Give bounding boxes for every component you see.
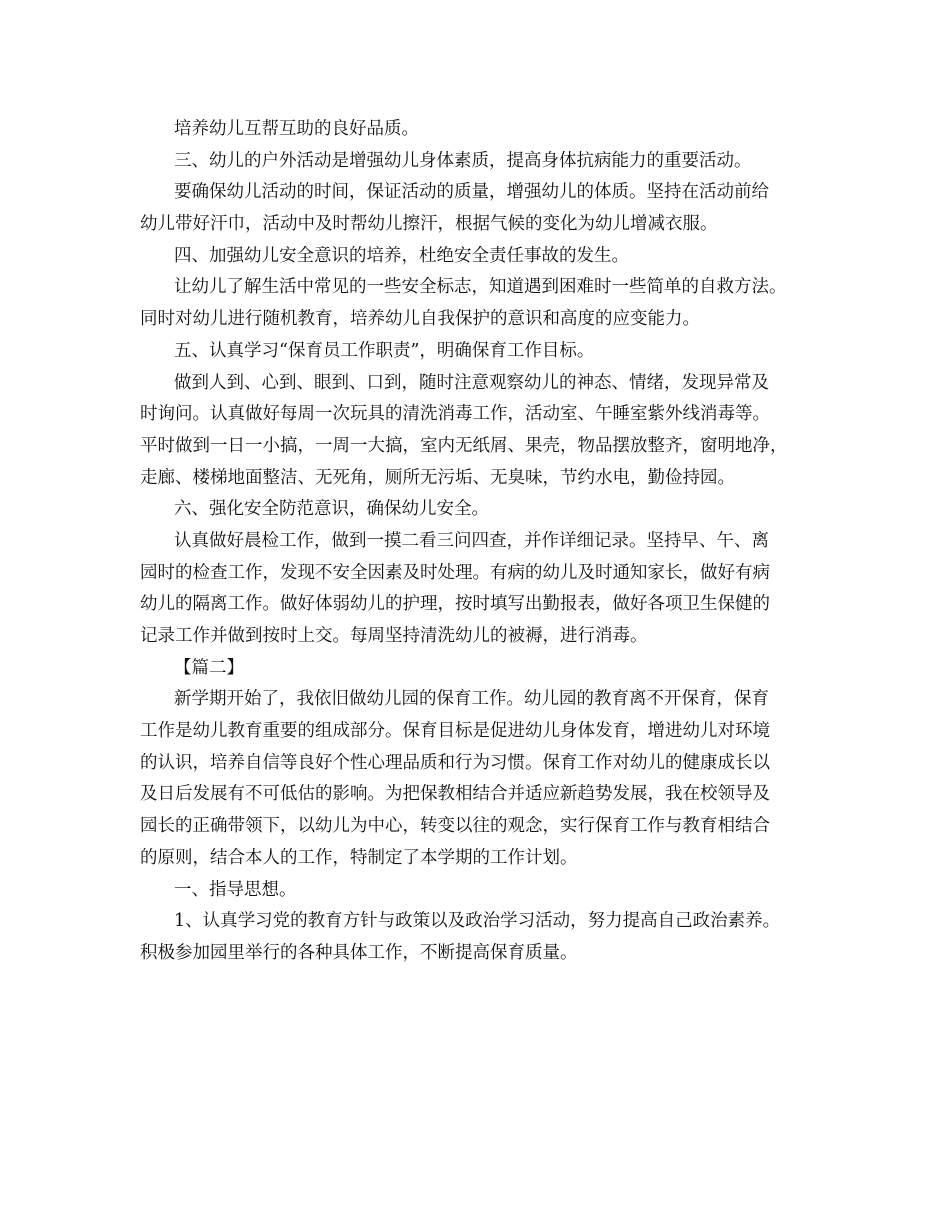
text-line: 1、认真学习党的教育方针与政策以及政治学习活动，努力提高自己政治素养。	[174, 911, 781, 932]
text-line: 工作是幼儿教育重要的组成部分。保育目标是促进幼儿身体发育，增进幼儿对环境	[140, 721, 770, 742]
document-body	[140, 114, 820, 970]
text-line: 三、幼儿的户外活动是增强幼儿身体素质，提高身体抗病能力的重要活动。	[174, 150, 752, 171]
text-line: 的原则，结合本人的工作，特制定了本学期的工作计划。	[140, 847, 578, 868]
text-line: 一、指导思想。	[174, 879, 297, 900]
text-line: 幼儿的隔离工作。做好体弱幼儿的护理，按时填写出勤报表，做好各项卫生保健的	[140, 594, 770, 615]
text-line: 园时的检查工作，发现不安全因素及时处理。有病的幼儿及时通知家长，做好有病	[140, 562, 770, 583]
text-line: 让幼儿了解生活中常见的一些安全标志，知道遇到困难时一些简单的自救方法。	[174, 277, 787, 298]
text-line: 记录工作并做到按时上交。每周坚持清洗幼儿的被褥，进行消毒。	[140, 626, 648, 646]
text-line: 做到人到、心到、眼到、口到，随时注意观察幼儿的神态、情绪，发现异常及	[174, 372, 769, 393]
text-line: 同时对幼儿进行随机教育，培养幼儿自我保护的意识和高度的应变能力。	[140, 309, 700, 330]
text-line: 六、强化安全防范意识，确保幼儿安全。	[174, 499, 489, 520]
text-line: 认真做好晨检工作，做到一摸二看三问四查，并作详细记录。坚持早、午、离	[174, 530, 769, 551]
text-line: 及日后发展有不可低估的影响。为把保教相结合并适应新趋势发展，我在校领导及	[140, 784, 770, 805]
text-line: 新学期开始了，我依旧做幼儿园的保育工作。幼儿园的教育离不开保育，保育	[174, 689, 769, 710]
text-line: 幼儿带好汗巾，活动中及时帮幼儿擦汗，根据气候的变化为幼儿增减衣服。	[140, 214, 718, 235]
text-line: 五、认真学习“保育员工作职责”，明确保育工作目标。	[174, 340, 595, 361]
text-line: 积极参加园里举行的各种具体工作，不断提高保育质量。	[140, 942, 578, 963]
text-line: 【篇二】	[174, 657, 244, 678]
text-line: 四、加强幼儿安全意识的培养，杜绝安全责任事故的发生。	[174, 245, 629, 266]
text-line: 要确保幼儿活动的时间，保证活动的质量，增强幼儿的体质。坚持在活动前给	[174, 182, 769, 203]
text-line: 培养幼儿互帮互助的良好品质。	[174, 119, 419, 139]
text-line: 园长的正确带领下，以幼儿为中心，转变以往的观念，实行保育工作与教育相结合	[140, 816, 770, 837]
text-line: 的认识，培养自信等良好个性心理品质和行为习惯。保育工作对幼儿的健康成长以	[140, 752, 770, 773]
text-line: 平时做到一日一小搞，一周一大搞，室内无纸屑、果壳，物品摆放整齐，窗明地净，	[140, 435, 788, 456]
text-line: 走廊、楼梯地面整洁、无死角，厕所无污垢、无臭味，节约水电，勤俭持园。	[140, 467, 735, 488]
text-line: 时询问。认真做好每周一次玩具的清洗消毒工作，活动室、午睡室紫外线消毒等。	[140, 404, 770, 425]
